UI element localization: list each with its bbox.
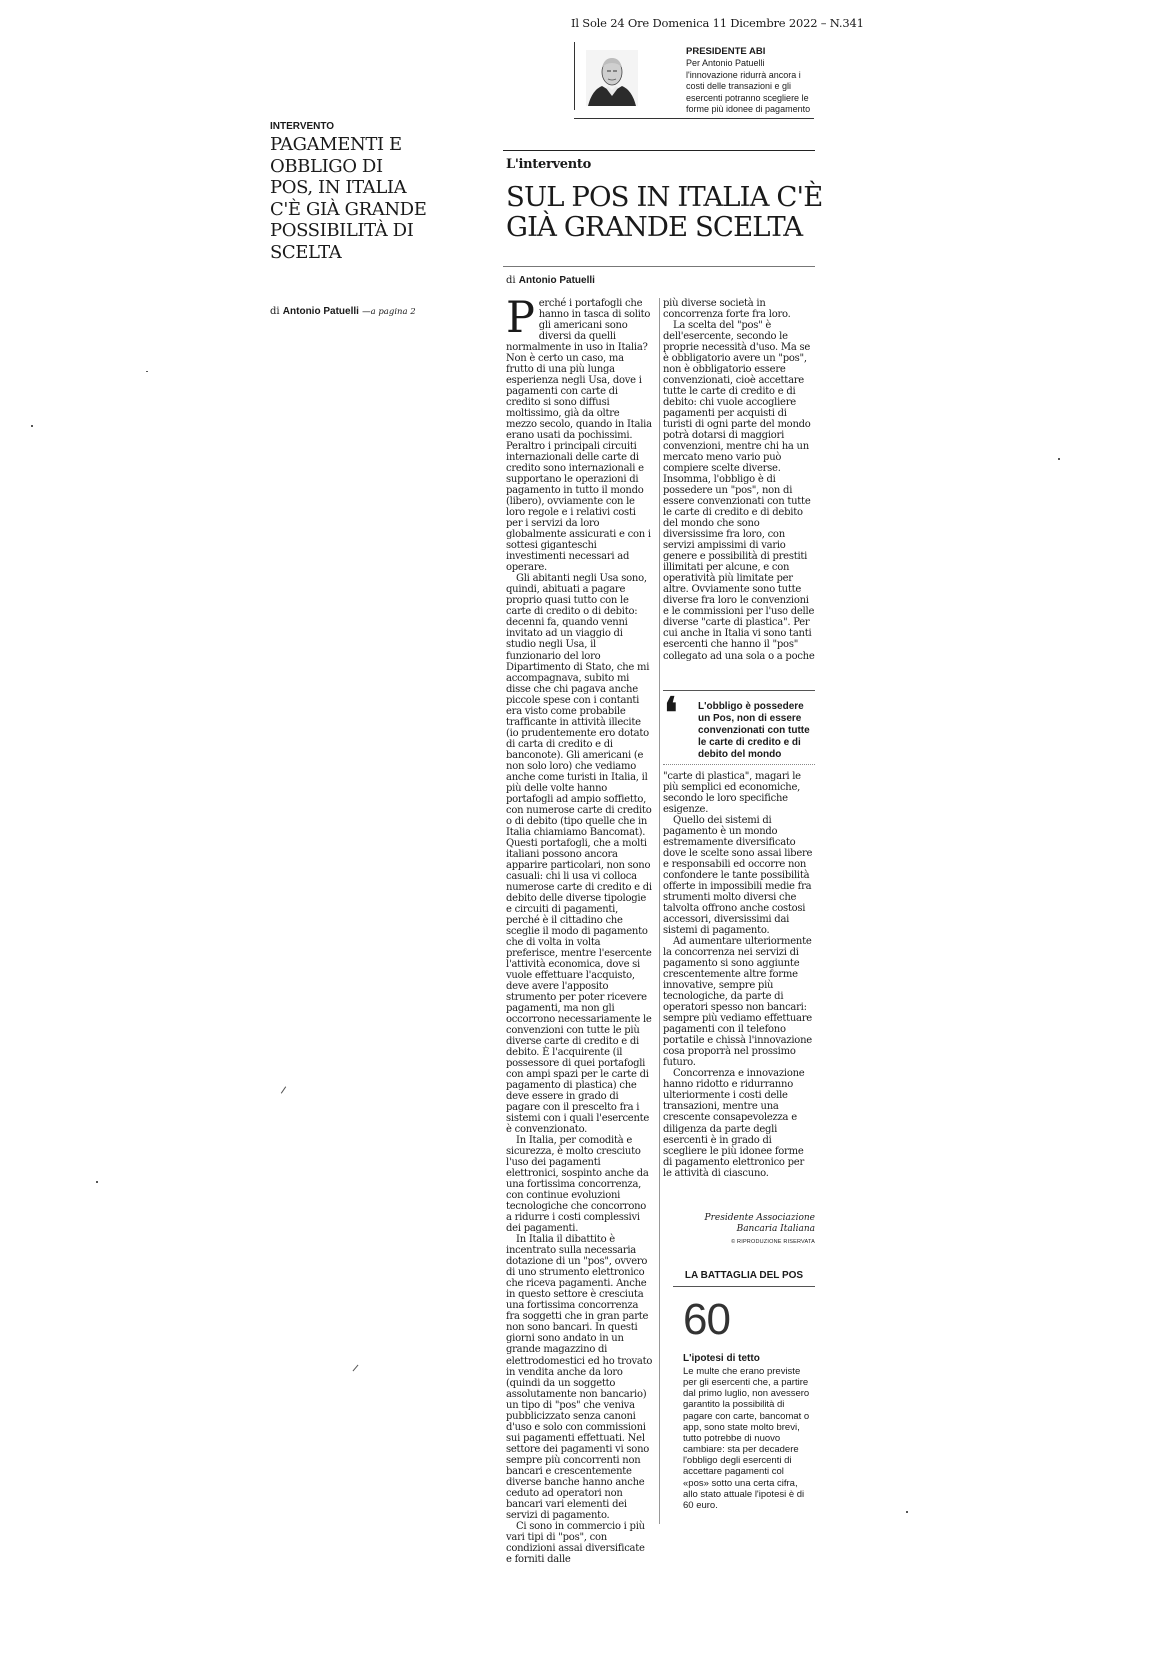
sidebar-subtitle: L'ipotesi di tetto	[683, 1353, 760, 1364]
article-headline: SUL POS IN ITALIA C'È GIÀ GRANDE SCELTA	[506, 181, 823, 243]
sidebar-title: LA BATTAGLIA DEL POS	[684, 1270, 804, 1281]
masthead: Il Sole 24 Ore Domenica 11 Dicembre 2022 – N.341	[571, 16, 864, 30]
scan-speck	[146, 371, 148, 372]
article-column-2-bottom	[663, 771, 815, 1179]
article-byline	[506, 275, 595, 286]
scan-speck	[906, 1511, 908, 1513]
scan-speck	[353, 1365, 359, 1372]
divider	[503, 266, 815, 267]
sidebar-text: Le multe che erano previste per gli esercenti che, a partire dal primo luglio, non avessero garantito la possibilità di pagare con carte, bancomat o app, sono state molto brevi, tutto potrebbe di nuovo cambiare: sta per decadere l'obbligo degli esercenti di accettare pagamenti col «pos» sotto una certa cifra, allo stato attuale l'ipotesi è di 60 euro.	[683, 1366, 810, 1511]
article-column-2-top	[663, 298, 815, 662]
sidebar-box	[673, 1262, 815, 1526]
teaser-title: PAGAMENTI E OBBLIGO DI POS, IN ITALIA C'È GIÀ GRANDE POSSIBILITÀ DI SCELTA	[270, 134, 427, 263]
teaser-byline-prefix: di	[270, 306, 280, 317]
author-box-text: Per Antonio Patuelli l'innovazione ridurrà ancora i costi delle transazioni e gli esercenti potranno scegliere le forme più idonee di pagamento	[686, 58, 811, 115]
article-kicker: L'intervento	[506, 157, 591, 172]
author-box-title: PRESIDENTE ABI	[686, 46, 766, 57]
paragraph: Ad aumentare ulteriormente la concorrenza nei servizi di pagamento si sono aggiunte crescentemente altre forme innovative, sempre più tecnologiche, da parte di operatori spesso non bancari: sempre più vediamo effettuare pagamenti con il telefono portatile e chissà l'innovazione cosa proporrà nel prossimo futuro.	[663, 936, 812, 1069]
drop-cap: P	[506, 293, 535, 343]
scan-speck	[281, 1086, 286, 1093]
teaser-page-ref: —a pagina 2	[362, 307, 416, 317]
author-signature: Presidente Associazione Bancaria Italiana	[704, 1213, 815, 1234]
sidebar-number: 60	[683, 1295, 730, 1344]
pull-quote: L'obbligo è possedere un Pos, non di essere convenzionati con tutte le carte di credito e di debito del mondo	[698, 701, 810, 760]
paragraph: Gli abitanti negli Usa sono, quindi, abituati a pagare proprio quasi tutto con le carte di credito o di debito: decenni fa, quando venni invitato ad un viaggio di studio negli Usa, il funzionario del loro Dipartimento di Stato, che mi accompagnava, subito mi disse che chi pagava anche piccole spese con i contanti era visto come probabile trafficante in attività illecite (io prudentemente ero dotato di carta di credito e di banconote). Gli americani (e non solo loro) che vediamo anche come turisti in Italia, il più delle volte hanno portafogli ad ampio soffietto, con numerose carte di credito o di debito (tipo quelle che in Italia chiamiamo Bancomat). Questi portafogli, che a molti italiani possono ancora apparire particolari, non sono casuali: chi li usa vi colloca numerose carte di credito e di debito delle diverse tipologie e circuiti di pagamenti, perché è il cittadino che sceglie il modo di pagamento che di volta in volta preferisce, mentre l'esercente l'attività economica, dove si vuole effettuare l'acquisto, deve avere l'apposito strumento per poter ricevere pagamenti, ma non gli occorrono necessariamente le convenzioni con tutte le più diverse carte di credito e di debito. È l'acquirente (il possessore di quei portafogli con ampi spazi per le carte di pagamento di plastica) che deve essere in grado di pagare con il prescelto fra i sistemi con i quali l'esercente è convenzionato.	[506, 573, 652, 1136]
paragraph: erché i portafogli che hanno in tasca di solito gli americani sono diversi da quelli normalmente in uso in Italia? Non è certo un caso, ma frutto di una più lunga esperienza negli Usa, dove i pagamenti con carte di credito si sono diffusi moltissimo, già da oltre mezzo secolo, quando in Italia erano usati da pochissimi. Peraltro i principali circuiti internazionali delle carte di credito sono internazionali e supportano le operazioni di pagamento in tutto il mondo (libero), ovviamente con le loro regole e i relativi costi per i servizi da loro globalmente assicurati e con i sottesi giganteschi investimenti necessari ad operare.	[506, 298, 652, 574]
paragraph: In Italia il dibattito è incentrato sulla necessaria dotazione di un "pos", ovvero di uno strumento elettronico che riceva pagamenti. Anche in questo settore è cresciuta una fortissima concorrenza fra soggetti che in gran parte non sono bancari. In questi giorni sono andato in un grande magazzino di elettrodomestici ed ho trovato in vendita anche da loro (quindi da un soggetto assolutamente non bancario) un tipo di "pos" che veniva pubblicizzato senza canoni d'uso e solo con commissioni sui pagamenti effettuati. Nel settore dei pagamenti vi sono sempre più concorrenti non bancari e crescentemente diverse banche hanno anche ceduto ad operatori non bancari vari elementi dei servizi di pagamento.	[506, 1234, 653, 1521]
paragraph: più diverse società in concorrenza forte fra loro.	[663, 298, 791, 321]
quote-mark-icon: ❛	[664, 688, 678, 737]
paragraph: In Italia, per comodità e sicurezza, è molto cresciuto l'uso dei pagamenti elettronici, sospinto anche da una fortissima concorrenza, con continue evoluzioni tecnologiche che concorrono a ridurre i costi complessivi dei pagamenti.	[506, 1135, 649, 1235]
divider	[673, 1286, 815, 1287]
divider	[574, 118, 814, 119]
paragraph: Quello dei sistemi di pagamento è un mondo estremamente diversificato dove le scelte sono assai libere e responsabili ed occorre non confondere le tante possibilità offerte in impossibili medie fra strumenti molto diversi che talvolta offrono anche costosi accessori, diversissimi dai sistemi di pagamento.	[663, 815, 813, 937]
paragraph: "carte di plastica", magari le più semplici ed economiche, secondo le loro specifiche esigenze.	[663, 771, 801, 816]
divider	[663, 764, 815, 765]
column-divider	[659, 298, 660, 1524]
paragraph: La scelta del "pos" è dell'esercente, secondo le proprie necessità d'uso. Ma se è obbligatorio avere un "pos", non è obbligatorio essere convenzionati, cioè accettare tutte le carte di credito e di debito: chi vuole accogliere pagamenti per acquisti di turisti di ogni parte del mondo potrà dotarsi di maggiori convenzioni, mentre chi ha un mercato meno vario può compiere scelte diverse. Insomma, l'obbligo è di possedere un "pos", non di essere convenzionati con tutte le carte di credito e di debito del mondo che sono diversissime fra loro, con servizi ampissimi di vario genere e possibilità di prestiti illimitati per alcune, e con operatività più limitate per altre. Ovviamente sono tutte diverse fra loro le convenzioni e le commissioni per l'uso delle diverse "carte di plastica". Per cui anche in Italia vi sono tanti esercenti che hanno il "pos" collegato ad una sola o a poche	[663, 320, 815, 662]
teaser-byline	[270, 306, 416, 317]
paragraph: Concorrenza e innovazione hanno ridotto e ridurranno ulteriormente i costi delle transazioni, mentre una crescente consapevolezza e diligenza da parte degli esercenti è in grado di scegliere le più idonee forme di pagamento elettronico per le attività di ciascuno.	[663, 1068, 805, 1179]
byline-prefix: di	[506, 275, 516, 286]
scan-speck	[96, 1181, 98, 1183]
byline-author: Antonio Patuelli	[518, 275, 595, 286]
divider	[503, 150, 815, 151]
copyright-notice: © RIPRODUZIONE RISERVATA	[731, 1239, 815, 1245]
article-column-1	[506, 293, 653, 1565]
author-photo	[586, 50, 638, 106]
teaser-byline-author: Antonio Patuelli	[282, 306, 359, 317]
teaser-label: INTERVENTO	[270, 121, 335, 132]
paragraph: Ci sono in commercio i più vari tipi di "pos", con condizioni assai diversificate e forniti dalle	[506, 1520, 645, 1565]
scan-speck	[31, 425, 33, 427]
scan-speck	[1058, 458, 1060, 460]
divider	[663, 690, 815, 691]
